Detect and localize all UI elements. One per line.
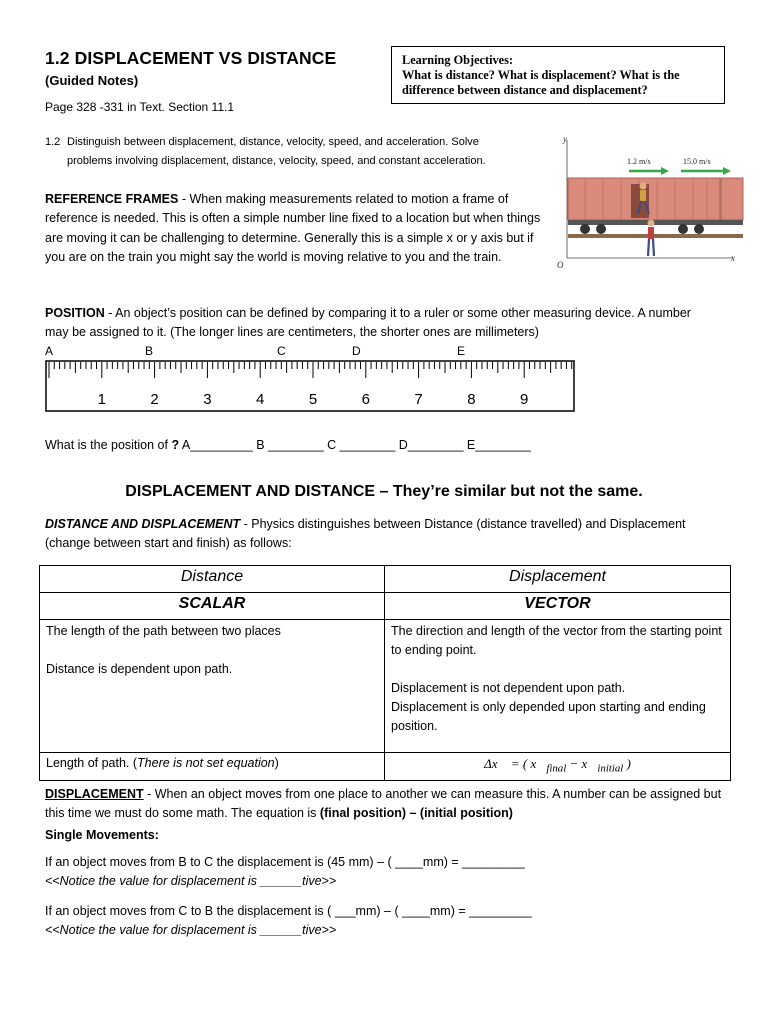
ruler-number: 6 [361, 391, 370, 408]
distance-equation-italic: There is not set equation [137, 756, 275, 770]
ruler-number: 8 [467, 391, 476, 408]
wheel-4 [694, 224, 704, 234]
eq-delta: Δx⃗ = ( x⃗ [484, 756, 547, 771]
ruler-number: 3 [203, 391, 212, 408]
ruler-number: 2 [150, 391, 159, 408]
train-speed-label: 15.0 m/s [683, 157, 711, 166]
standard-statement [45, 133, 545, 171]
movement-c-to-b-equation[interactable]: If an object moves from C to B the displacement is ( ___mm) – ( ____mm) = _________ [45, 904, 532, 918]
question-mark: ? [171, 438, 180, 452]
page-title: 1.2 DISPLACEMENT VS DISTANCE [45, 48, 337, 68]
displacement-position-note: Displacement is only depended upon starting and ending position. [391, 700, 706, 733]
page-subtitle: (Guided Notes) [45, 73, 139, 88]
blank-c[interactable]: C ________ [323, 438, 396, 452]
position-text: - An object’s position can be defined by comparing it to a ruler or some other measuring device. A number may be assigned to it. (The longer lines are centimeters, the shorter ones are millimeters) [45, 306, 691, 340]
ruler-marker-e: E [457, 344, 466, 358]
standard-number: 1.2 [45, 136, 61, 148]
reference-frames-term: REFERENCE FRAMES [45, 192, 179, 206]
movement-c-to-b [45, 902, 532, 940]
ruler [45, 360, 577, 414]
standard-line-1: Distinguish between displacement, distance, velocity, speed, and acceleration. Solve [67, 136, 479, 148]
ruler-marker-d: D [352, 344, 361, 358]
displacement-equation-cell [385, 753, 731, 781]
movement-b-to-c [45, 853, 525, 891]
learning-objectives-box [391, 46, 725, 104]
table-type-vector: VECTOR [385, 593, 731, 620]
comparison-table [39, 565, 731, 781]
distance-displacement-paragraph [45, 515, 725, 554]
train-chassis [568, 220, 743, 225]
train-arrow-head [723, 167, 731, 175]
distance-definition: The length of the path between two places [46, 624, 281, 638]
question-prompt: What is the position of [45, 438, 172, 452]
table-head-displacement: Displacement [385, 566, 731, 593]
reference-frames-text: - When making measurements related to motion a frame of reference is needed. This is often a simple number line fixed to a location but when things are moving it can be challenging to determine. Generally this is a simple x or y axis but if you are on the train you might say the world is moving relative to you and the train. [45, 192, 541, 264]
displacement-definition: The direction and length of the vector from the starting point to ending point. [391, 624, 722, 657]
equation-dash: – [406, 806, 420, 821]
displacement-path-note: Displacement is not dependent upon path. [391, 681, 626, 695]
person-speed-label: 1.2 m/s [627, 157, 651, 166]
ruler-number: 4 [256, 391, 265, 408]
page-reference: Page 328 -331 in Text. Section 11.1 [45, 100, 235, 114]
distance-displacement-text: - Physics distinguishes between Distance (distance travelled) and Displacement (change between start and finish) as follows: [45, 517, 686, 551]
train-car-next [721, 178, 743, 220]
learning-objectives-text: What is distance? What is displacement? What is the difference between distance and displacement? [402, 68, 680, 97]
y-axis-label: y [563, 134, 567, 144]
wheel-1 [580, 224, 590, 234]
distance-equation-close: ) [274, 756, 279, 770]
blank-b[interactable]: B ________ [252, 438, 324, 452]
table-head-distance: Distance [40, 566, 385, 593]
ruler-marker-b: B [145, 344, 154, 358]
movement-b-to-c-notice[interactable]: <<Notice the value for displacement is ______tive>> [45, 874, 337, 888]
standard-line-2: problems involving displacement, distance, velocity, speed, and constant acceleration. [67, 155, 486, 167]
blank-e[interactable]: E________ [463, 438, 531, 452]
displacement-term: DISPLACEMENT [45, 787, 144, 801]
eq-minus: − x⃗ [566, 756, 598, 771]
learning-objectives-heading: Learning Objectives: [402, 53, 513, 67]
ruler-markers [45, 344, 575, 360]
initial-position-label: (initial position) [419, 806, 513, 821]
position-term: POSITION [45, 306, 105, 320]
section-heading: DISPLACEMENT AND DISTANCE – They’re similar but not the same. [125, 483, 643, 500]
ruler-marker-c: C [277, 344, 286, 358]
eq-initial: initial [597, 762, 624, 775]
ruler-number: 9 [520, 391, 529, 408]
ruler-marker-a: A [45, 344, 54, 358]
distance-equation-text: Length of path. ( [46, 756, 138, 770]
table-displacement-cell [385, 620, 731, 753]
wheel-2 [596, 224, 606, 234]
ruler-number: 5 [308, 391, 318, 408]
blank-d[interactable]: D________ [395, 438, 464, 452]
distance-displacement-term: DISTANCE AND DISPLACEMENT [45, 517, 241, 531]
displacement-paragraph [45, 785, 725, 824]
final-position-label: (final position) [319, 806, 407, 821]
origin-label: O [557, 260, 564, 270]
movement-b-to-c-equation[interactable]: If an object moves from B to C the displacement is (45 mm) – ( ____mm) = _________ [45, 855, 525, 869]
position-question [45, 438, 531, 452]
track-bed [568, 234, 743, 238]
table-type-scalar: SCALAR [40, 593, 385, 620]
eq-close: ) [623, 756, 631, 771]
position-paragraph [45, 304, 715, 343]
wheel-3 [678, 224, 688, 234]
ruler-number: 7 [414, 391, 423, 408]
x-axis-label: x [731, 253, 735, 263]
distance-path-note: Distance is dependent upon path. [46, 662, 233, 676]
person-on-ground-icon [648, 220, 655, 257]
blank-a[interactable]: A_________ [179, 438, 253, 452]
eq-final: final [546, 762, 567, 775]
table-distance-cell [40, 620, 385, 753]
displacement-text: - When an object moves from one place to another we can measure this. A number can be assigned but this time we must do some math. The equation is [45, 787, 722, 821]
reference-frames-paragraph [45, 190, 545, 267]
ruler-number: 1 [97, 391, 106, 408]
movement-c-to-b-notice[interactable]: <<Notice the value for displacement is ______tive>> [45, 923, 337, 937]
distance-equation-cell [40, 753, 385, 781]
train-figure [555, 130, 745, 270]
person-arrow-head [661, 167, 669, 175]
single-movements-heading: Single Movements: [45, 828, 159, 842]
